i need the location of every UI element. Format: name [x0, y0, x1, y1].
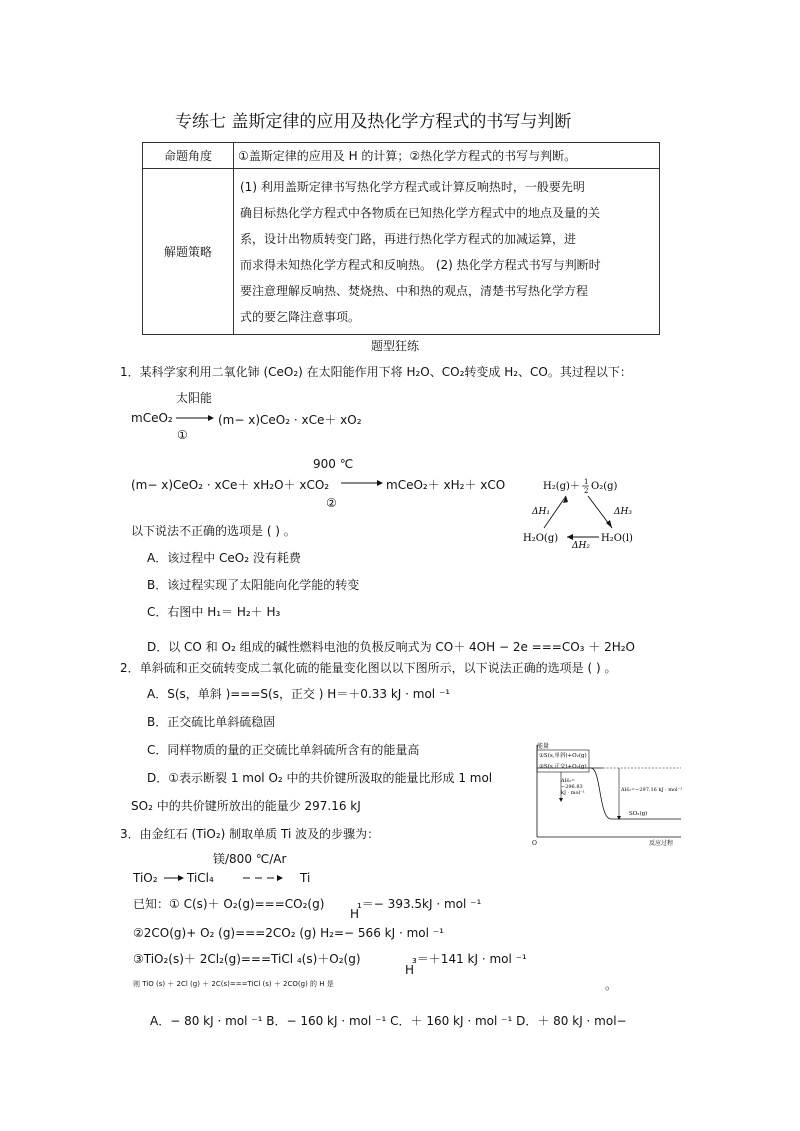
- q3-route-arrow-1: [163, 871, 185, 885]
- diagram-product: SO₂(g): [629, 811, 648, 817]
- diagram-y-axis: 能量: [537, 743, 550, 750]
- q3-known-1: 已知：① C(s)＋ O₂(g)===CO₂(g): [133, 897, 325, 911]
- diagram-dh2-value: −296.83: [561, 784, 583, 790]
- diagram-half-den: 2: [584, 487, 589, 495]
- info-table: [142, 142, 660, 335]
- q3-known-1-h: H: [350, 907, 360, 921]
- page-title: 专练七 盖斯定律的应用及热化学方程式的书写与判断: [175, 112, 572, 132]
- q2-option-d-cont: SO₂ 中的共价键所放出的能量少 297.16 kJ: [131, 799, 361, 813]
- q3-question: 则 TiO (s) ＋ 2Cl (g) ＋ 2C(s)===TiCl (s) ＋ 2CO(g) 的 H 是: [133, 980, 334, 988]
- diagram-level-2: ②S(s,正交)+O₂(g): [539, 764, 587, 770]
- row-label-strategy: 解题策略: [143, 169, 234, 335]
- q1-condition-sun: 太阳能: [176, 391, 213, 405]
- q3-known-3: ③TiO₂(s)＋ 2Cl₂(g)===TiCl ₄(s)＋O₂(g): [133, 952, 361, 966]
- diagram-level-1: ①S(s,单斜)+O₂(g): [539, 753, 587, 759]
- q2-option-b: B．正交硫比单斜硫稳固: [147, 715, 276, 729]
- q3-stem: 3．由金红石 (TiO₂) 制取单质 Ti 波及的步骤为：: [120, 827, 380, 841]
- diagram-dh2-label: ΔH₂=: [561, 778, 576, 784]
- q2-option-d: D．①表示断裂 1 mol O₂ 中的共价键所汲取的能量比形成 1 mol: [147, 771, 493, 785]
- q3-route-arrow-2: [242, 871, 284, 885]
- diagram-top-species: H₂(g)＋: [543, 481, 580, 492]
- row-content-angle: ①盖斯定律的应用及 H 的计算；②热化学方程式的书写与判断。: [234, 143, 660, 169]
- strategy-line: 要注意理解反响热、焚烧热、中和热的观点，清楚书写热化学方程: [240, 283, 589, 298]
- diagram-right-species: H₂O(l): [601, 533, 633, 544]
- q1-eq1-arrow: [175, 411, 215, 425]
- strategy-line: 确目标热化学方程式中各物质在已知热化学方程式中的地点及量的关: [240, 205, 601, 220]
- diagram-dh2: ΔH₂: [572, 541, 590, 550]
- q1-option-d: D．以 CO 和 O₂ 组成的碱性燃料电池的负极反响式为 CO＋ 4OH − 2e ===CO₃ ＋ 2H₂O: [147, 640, 635, 654]
- section-title: 题型狂练: [371, 339, 420, 353]
- diagram-x-axis: 反应过程: [649, 840, 674, 847]
- diagram-o2: O₂(g): [591, 481, 618, 492]
- q1-eq2-left: (m− x)CeO₂ · xCe＋ xH₂O＋ xCO₂: [131, 478, 330, 492]
- q2-stem: 2．单斜硫和正交硫转变成二氧化硫的能量变化图以以下图所示，以下说法正确的选项是 ( ) 。: [120, 661, 617, 675]
- q2-option-c: C．同样物质的量的正交硫比单斜硫所含有的能量高: [147, 743, 420, 757]
- diagram-dh3: ΔH₃: [614, 507, 632, 517]
- q1-eq2-right: mCeO₂＋ xH₂＋ xCO: [386, 478, 506, 492]
- diagram-dh1-label: ΔH₁=−297.16 kJ · mol⁻¹: [621, 787, 683, 793]
- row-label-angle: 命题角度: [143, 143, 234, 169]
- q1-condition-temp: 900 ℃: [313, 457, 354, 471]
- strategy-line: 系，设计出物质转变门路，再进行热化学方程式的加减运算，进: [240, 231, 577, 246]
- diagram-left-species: H₂O(g): [523, 533, 559, 544]
- diagram-half-num: 1: [584, 478, 589, 486]
- q3-known-3-dh: ₃＝＋141 kJ · mol ⁻¹: [412, 952, 527, 966]
- strategy-line: 而求得未知热化学方程式和反响热。 (2) 热化学方程式书写与判断时: [240, 257, 601, 272]
- diagram-origin: O: [532, 840, 537, 847]
- q3-route-middle: TiCl₄: [187, 871, 214, 885]
- q3-question-end: 。: [605, 978, 618, 992]
- q1-option-c: C．右图中 H₁＝ H₂＋ H₃: [147, 605, 281, 619]
- q3-condition: 镁/800 ℃/Ar: [213, 852, 287, 866]
- q1-eq2-number: ②: [326, 496, 337, 510]
- q3-choices: A．− 80 kJ · mol ⁻¹ B．− 160 kJ · mol ⁻¹ C．＋ 160 kJ · mol ⁻¹ D．＋ 80 kJ · mol−: [150, 1014, 627, 1028]
- q3-known-2: ②2CO(g)+ O₂ (g)===2CO₂ (g) H₂=− 566 kJ · mol ⁻¹: [133, 926, 444, 940]
- q1-stem: 1．某科学家利用二氧化铈 (CeO₂) 在太阳能作用下将 H₂O、CO₂转变成 H₂、CO。其过程以下：: [120, 365, 632, 379]
- q1-eq1-number: ①: [177, 428, 188, 442]
- q1-eq1-right: (m− x)CeO₂ · xCe＋ xO₂: [218, 413, 362, 427]
- q3-route-start: TiO₂: [133, 871, 158, 885]
- q3-route-end: Ti: [300, 871, 311, 885]
- diagram-dh1: ΔH₁: [532, 507, 550, 517]
- q1-option-b: B．该过程实现了太阳能向化学能的转变: [147, 578, 360, 592]
- q2-option-a: A．S(s，单斜 )===S(s，正交 ) H＝＋0.33 kJ · mol ⁻¹: [147, 687, 451, 701]
- q3-known-1-dh: ₁＝− 393.5kJ · mol ⁻¹: [357, 897, 482, 911]
- q1-question: 以下说法不正确的选项是 ( ) 。: [131, 524, 296, 538]
- q1-eq2-arrow: [340, 476, 384, 490]
- row-content-strategy: [234, 169, 660, 335]
- energy-level-diagram: [531, 741, 686, 847]
- q1-option-a: A．该过程中 CeO₂ 没有耗费: [147, 551, 301, 565]
- hess-cycle-diagram: [522, 474, 650, 550]
- strategy-line: (1) 利用盖斯定律书写热化学方程式或计算反响热时，一般要先明: [240, 179, 585, 194]
- diagram-dh2-unit: kJ · mol⁻¹: [561, 790, 585, 796]
- q3-known-3-h: H: [405, 963, 415, 977]
- q1-eq1-left: mCeO₂: [131, 411, 173, 425]
- strategy-line: 式的要乞降注意事项。: [240, 309, 361, 324]
